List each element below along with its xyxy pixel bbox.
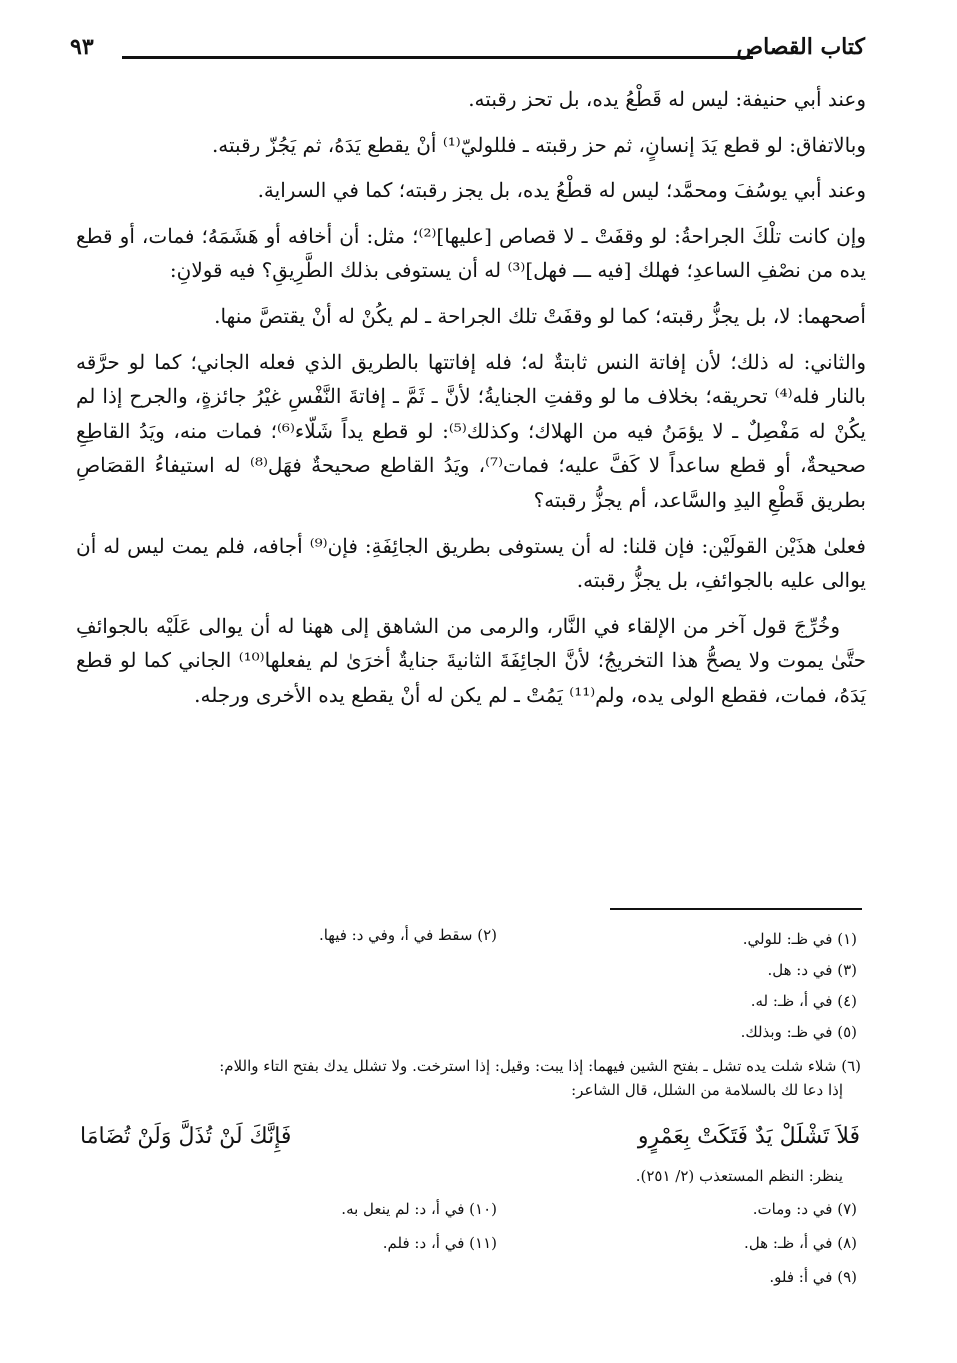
- footnote-8: (٨) في أ، ظـ: هل.: [744, 1234, 857, 1252]
- footnote-3: (٣) في د: هل.: [767, 961, 857, 979]
- poetry-verse: [80, 1124, 860, 1160]
- footnote-5: (٥) في ظـ: وبذلك.: [740, 1023, 857, 1041]
- paragraph: وعند أبي يوسُفَ ومحمَّد؛ ليس له قطْعُ يده، بل يجز رقبته؛ كما في السراية.: [257, 178, 866, 203]
- footnote-10: (١٠) في أ، د: لم ينعل به.: [341, 1200, 497, 1218]
- paragraph: وإن كانت تلْكَ الجراحةُ: لو وقفَتْ ـ لا قصاص [عليها]⁽²⁾؛ مثل: أن أخافه أو هَشَمَهُ؛ فمات، أو قطع يده من نصْفِ الساعدِ؛ فهلك [فيه ـــ فهل]⁽³⁾ له أن يستوفى بذلك الطَّرِيقِ؟ فيه قولانِ:: [76, 223, 867, 283]
- paragraph: فعلىٰ هذَيْن القولَيْن: فإن قلنا: له أن يستوفى بطريق الجائِفَةِ: فإن⁽⁹⁾ أجافه، فلم يمت ليس له أن يوالى عليه بالجوائفِ، بل يجزُّ رقبته.: [76, 533, 866, 593]
- footnote-4: (٤) في أ، ظـ: له.: [750, 992, 857, 1010]
- paragraph: وعند أبي حنيفة: ليس له قَطْعُ يده، بل تحز رقبته.: [468, 87, 866, 111]
- footnote-11: (١١) في أ، د: فلم.: [382, 1234, 497, 1252]
- footnote-1: (١) في ظـ: للولي.: [742, 930, 857, 948]
- page-number: ٩٣: [70, 34, 94, 60]
- header-rule: [122, 56, 753, 59]
- footnote-7: (٧) في د: ومات.: [752, 1200, 857, 1218]
- footnote-6-line: (٦) شلاء شلت يده تشل ـ بفتح الشين فيهما: إذا يبت: وقيل: إذا استرخت. ولا تشلل يدك بفتح التاء واللام:: [219, 1057, 861, 1075]
- paragraph: أصحهما: لا، بل يجزُّ رقبته؛ كما لو وقفَتْ تلك الجراحة ـ لم يكُنْ له أنْ يقتصَّ منها.: [214, 303, 866, 328]
- footnote-6-line: إذا دعا لك بالسلامة من الشلل، قال الشاعر:: [571, 1081, 843, 1099]
- footnote-separator: [610, 908, 862, 910]
- paragraph: وبالاتفاق: لو قطع يَدَ إنسانٍ، ثم حز رقبته ـ فللوليّ⁽¹⁾ أنْ يقطع يَدَهُ، ثم يَجُزّ رقبته.: [211, 132, 866, 157]
- footnote-6: [91, 1054, 861, 1102]
- verse-hemistich: فَإِنَّكَ لَنْ تُذَلَّ وَلَنْ تُضَامَا: [80, 1124, 292, 1149]
- page-header: [70, 30, 865, 70]
- verse-hemistich: فَلاَ تَشْلَلْ يَدٌ فَتَكَتْ بِعَمْرٍو: [637, 1124, 860, 1149]
- paragraph: وخُرِّجَ قول آخر من الإلقاء في النَّار، والرمى من الشاهق إلى ههنا له أن يوالى عَلَيْه بالجوائفِ حتَّىٰ يموت ولا يصحُّ هذا التخريجُ؛ لأنَّ الجائِفَةَ الثانيةَ جنايةٌ أخرَىٰ لم يفعلها⁽¹⁰⁾ الجاني كما لو قطع يَدَهُ، فمات، فقطع الولى يده، ولم⁽¹¹⁾ يَمُتْ ـ لم يكن له أنْ يقطع يده الأخرى ورجله.: [76, 613, 867, 707]
- running-title: كتاب القصاص: [736, 34, 865, 60]
- main-text: [76, 82, 866, 724]
- footnote-6-source: ينظر: النظم المستعذب (٢/ ٢٥١).: [635, 1167, 843, 1185]
- paragraph: والثاني: له ذلك؛ لأن إفاتة النس ثابتةٌ له؛ فله إفاتتها بالطريق الذي فعله الجاني؛ كما لو حرَّقه بالنار فله⁽⁴⁾ تحريقه؛ بخلاف ما لو وقفتِ الجنايةُ؛ لأنَّ ـ ثَمَّ ـ إفاتةَ النَّفْسِ غيْرُ جائزةٍ، والجرح إذا لم يكُنْ له مَفْصِلٌ ـ لا يؤمَنُ فيه من الهلاك؛ وكذلك⁽⁵⁾: لو قطع يداً شَلّاء⁽⁶⁾؛ فمات منه، ويَدُ القاطِعِ صحيحةٌ، أو قطع ساعداً لا كَفَّ عليه؛ فمات⁽⁷⁾، ويَدُ القاطع صحيحةٌ فهَل⁽⁸⁾ له استيفاءُ القصَاصِ بطريق قَطْعِ اليدِ والسَّاعد، أم يجزُّ رقبته؟: [76, 349, 866, 512]
- footnote-9: (٩) في أ: فلو.: [769, 1268, 857, 1286]
- footnote-2: (٢) سقط في أ، وفي د: فيها.: [318, 926, 497, 944]
